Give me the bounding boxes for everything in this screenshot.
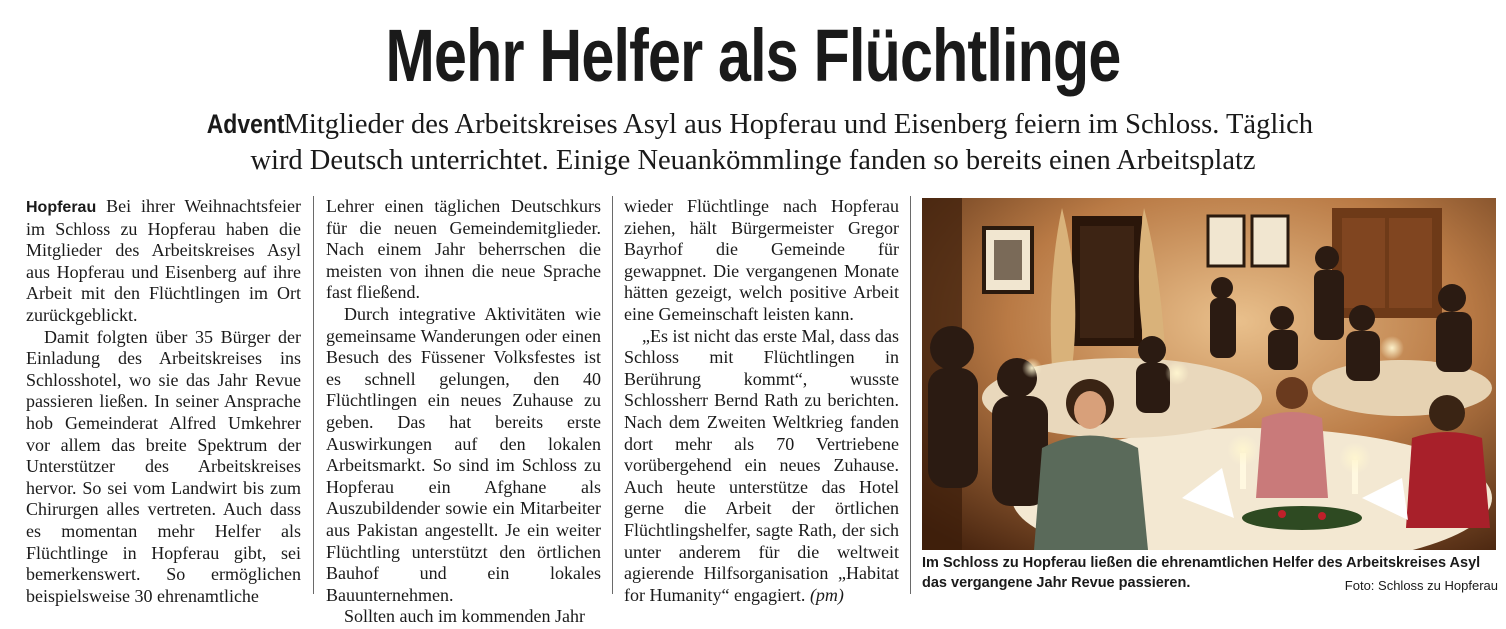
paragraph: Sollten auch im kommenden Jahr	[344, 606, 585, 627]
photo-illustration	[922, 198, 1496, 550]
paragraph: Lehrer einen täglichen Deutschkurs für die neuen Gemeindemitglieder. Nach einem Jahr beherrschen die meisten von ihnen die neue Sprache fast fließend.	[326, 196, 601, 303]
subhead-line-2: wird Deutsch unterrichtet. Einige Neuankömmlinge fanden so bereits einen Arbeitsplatz	[250, 145, 1256, 176]
article-column-2	[326, 196, 601, 628]
column-divider	[313, 196, 314, 594]
subhead-text-1: Mitglieder des Arbeitskreises Asyl aus Hopferau und Eisenberg feiern im Schloss. Täglich	[283, 109, 1314, 140]
headline: Mehr Helfer als Flüchtlinge	[385, 14, 1121, 97]
photo-credit: Foto: Schloss zu Hopferau	[1344, 578, 1498, 593]
paragraph: Durch integrative Aktivitäten wie gemeinsame Wanderungen oder einen Besuch des Füssener Volksfestes ist es schnell gelungen, den 40 Flüchtlingen ein neues Zuhause zu geben. Das hat bereits erste Auswirkungen auf den lokalen Arbeitsmarkt. So sind im Schloss zu Hopferau ein Afghane als Auszubildender sowie ein Mitarbeiter aus Pakistan angestellt. Je ein weiter Flüchtling unterstützt den örtlichen Bauhof und ein lokales Bauunternehmen.	[326, 303, 601, 605]
dateline: Hopferau	[26, 199, 97, 216]
paragraph-text: „Es ist nicht das erste Mal, dass das Schloss mit Flüchtlingen in Berührung kommt“, wusste Schlossherr Bernd Rath zu berichten. Nach dem Zweiten Weltkrieg fanden dort mehr als 70 Vertriebene vorübergehend ein neues Zuhause. Auch heute unterstütze das Hotel gerne die Arbeit der örtlichen Flüchtlingshelfer, sagte Rath, der sich unter anderem für die weltweit agierende Hilfsorganisation „Habitat for Humanity“ engagiert.	[624, 325, 899, 605]
paragraph-text: Bei ihrer Weihnachtsfeier im Schloss zu Hopferau haben die Mitglieder des Arbeitskreises Asyl aus Hopferau und Eisenberg auf ihre Arbeit mit den Flüchtlingen im Ort zurückgeblickt.	[26, 196, 301, 325]
author-initials: (pm)	[809, 584, 844, 605]
subheadline	[0, 106, 1506, 179]
paragraph	[26, 196, 301, 327]
article-photo	[922, 198, 1496, 550]
subhead-kicker: Advent	[206, 109, 285, 139]
subhead-line-1	[0, 106, 1506, 143]
column-divider	[910, 196, 911, 594]
photo-caption: Im Schloss zu Hopferau ließen die ehrenamtlichen Helfer des Arbeitskreises Asyl das vergangene Jahr Revue passieren.	[922, 555, 1481, 591]
column-divider	[612, 196, 613, 594]
article-column-1	[26, 196, 301, 607]
article-column-3	[624, 196, 899, 606]
paragraph: wieder Flüchtlinge nach Hopferau ziehen, hält Bürgermeister Gregor Bayrhof die Gemeinde für gewappnet. Die vergangenen Monate hätten gezeigt, welch positive Arbeit eine Gemeinschaft leisten kann.	[624, 196, 899, 324]
paragraph: Damit folgten über 35 Bürger der Einladung des Arbeitskreises ins Schlosshotel, wo sie das Jahr Revue passieren ließen. In seiner Ansprache hob Gemeinderat Alfred Umkehrer vor allem das breite Spektrum der Unterstützer des Arbeitskreises hervor. So sei vom Landwirt bis zum Chirurgen alles vertreten. Auch dass es momentan mehr Helfer als Flüchtlinge in Hopferau gibt, sei bemerkenswert. So ermöglichen beispielsweise 30 ehrenamtliche	[26, 326, 301, 606]
paragraph	[624, 326, 899, 607]
